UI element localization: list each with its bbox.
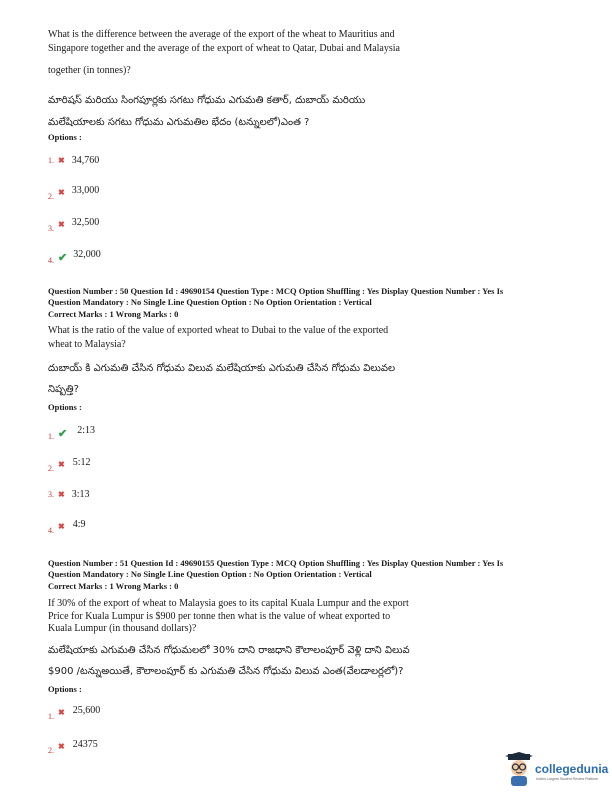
q49-english-line-2: Singapore together and the average of the export of wheat to Qatar, Dubai and Malaysia: [48, 43, 400, 54]
mascot-icon: [505, 752, 535, 786]
option-value: 4:9: [72, 519, 86, 530]
q49-english-line-1: What is the difference between the average of the export of the wheat to Mauritius and: [48, 29, 395, 40]
q51-telugu-line-1: మలేషియాకు ఎగుమతి చేసిన గోధుమలలో 30% దాని రాజధాని కౌలాలంపూర్ వెళ్లి దాని విలువ: [48, 645, 410, 656]
option-number: 1.: [48, 712, 54, 721]
option-number: 1.: [48, 156, 54, 165]
q50-option-2[interactable]: [48, 452, 91, 473]
correct-check-icon: ✔: [58, 252, 68, 264]
wrong-mark-icon: ✖: [58, 490, 65, 499]
option-value: 5:12: [72, 457, 91, 468]
option-number: 2.: [48, 746, 54, 755]
q50-option-1[interactable]: [48, 420, 95, 441]
q50-header-line-2: Question Mandatory : No Single Line Question Option : No Option Orientation : Vertical: [48, 297, 372, 307]
wrong-mark-icon: ✖: [58, 522, 65, 531]
q51-english-line-2: Price for Kuala Lumpur is $900 per tonne then what is the value of wheat exported to: [48, 611, 391, 622]
q49-option-3[interactable]: [48, 212, 100, 233]
q49-option-2[interactable]: [48, 180, 100, 201]
q51-option-1[interactable]: [48, 700, 101, 721]
option-value: 33,000: [71, 185, 100, 196]
wrong-mark-icon: ✖: [58, 742, 65, 751]
q50-english-line-2: wheat to Malaysia?: [48, 339, 126, 350]
wrong-mark-icon: ✖: [58, 220, 65, 229]
option-number: 4.: [48, 256, 54, 265]
q51-header-line-3: Correct Marks : 1 Wrong Marks : 0: [48, 581, 179, 591]
wrong-mark-icon: ✖: [58, 460, 65, 469]
option-value: 25,600: [72, 705, 101, 716]
wrong-mark-icon: ✖: [58, 708, 65, 717]
q51-header-line-2: Question Mandatory : No Single Line Question Option : No Option Orientation : Vertical: [48, 569, 372, 579]
q51-english-line-3: Kuala Lumpur (in thousand dollars)?: [48, 623, 197, 634]
logo-tagline: India's Largest Student Review Platform: [536, 777, 599, 781]
option-number: 4.: [48, 526, 54, 535]
option-value: 2:13: [77, 425, 95, 436]
q51-telugu-line-2: $900 /టన్నుఅయితే, కౌలాలంపూర్ కు ఎగుమతి చేసిన గోధుమ విలువ ఎంత(వేలడాలర్లలో)?: [48, 666, 404, 677]
option-value: 32,000: [73, 249, 101, 260]
q50-header-line-3: Correct Marks : 1 Wrong Marks : 0: [48, 309, 179, 319]
option-number: 1.: [48, 432, 54, 441]
wrong-mark-icon: ✖: [58, 156, 65, 165]
q50-option-4[interactable]: [48, 514, 86, 535]
q49-option-1[interactable]: [48, 150, 99, 168]
correct-check-icon: ✔: [58, 428, 68, 440]
q50-option-3[interactable]: [48, 484, 89, 502]
q51-option-2[interactable]: [48, 734, 98, 755]
q49-telugu-line-2: మలేషియాలకు సగటు గోధుమ ఎగుమతిల భేదం (టన్నులలో)ఎంత ?: [48, 117, 310, 128]
q49-options-label: Options :: [48, 132, 82, 142]
collegedunia-logo: [505, 752, 609, 788]
q49-option-4[interactable]: [48, 244, 101, 265]
q49-telugu-line-1: మారిషస్ మరియు సింగపూర్లకు సగటు గోధుమ ఎగుమతి కతార్, దుబాయ్ మరియు: [48, 95, 366, 106]
option-value: 32,500: [71, 217, 100, 228]
logo-brand-text: collegedunia: [535, 762, 609, 776]
option-number: 3.: [48, 490, 54, 499]
q51-header-line-1: Question Number : 51 Question Id : 49690155 Question Type : MCQ Option Shuffling : Yes Display Question Number : Yes Is: [48, 558, 504, 568]
option-value: 24375: [72, 739, 98, 750]
option-number: 2.: [48, 464, 54, 473]
q51-options-label: Options :: [48, 684, 82, 694]
option-value: 34,760: [71, 155, 100, 166]
q50-telugu-line-1: దుబాయ్ కి ఎగుమతి చేసిన గోధుమ విలువ మలేషియాకు ఎగుమతి చేసిన గోధుమ విలువల: [48, 363, 396, 374]
option-number: 2.: [48, 192, 54, 201]
q50-english-line-1: What is the ratio of the value of exported wheat to Dubai to the value of the exported: [48, 325, 389, 336]
q50-options-label: Options :: [48, 402, 82, 412]
option-value: 3:13: [71, 489, 90, 500]
wrong-mark-icon: ✖: [58, 188, 65, 197]
q50-header-line-1: Question Number : 50 Question Id : 49690154 Question Type : MCQ Option Shuffling : Yes Display Question Number : Yes Is: [48, 286, 504, 296]
option-number: 3.: [48, 224, 54, 233]
q51-english-line-1: If 30% of the export of wheat to Malaysia goes to its capital Kuala Lumpur and the export: [48, 598, 409, 609]
q49-english-line-3: together (in tonnes)?: [48, 65, 131, 76]
q50-telugu-line-2: నిష్పత్తి?: [48, 384, 79, 395]
